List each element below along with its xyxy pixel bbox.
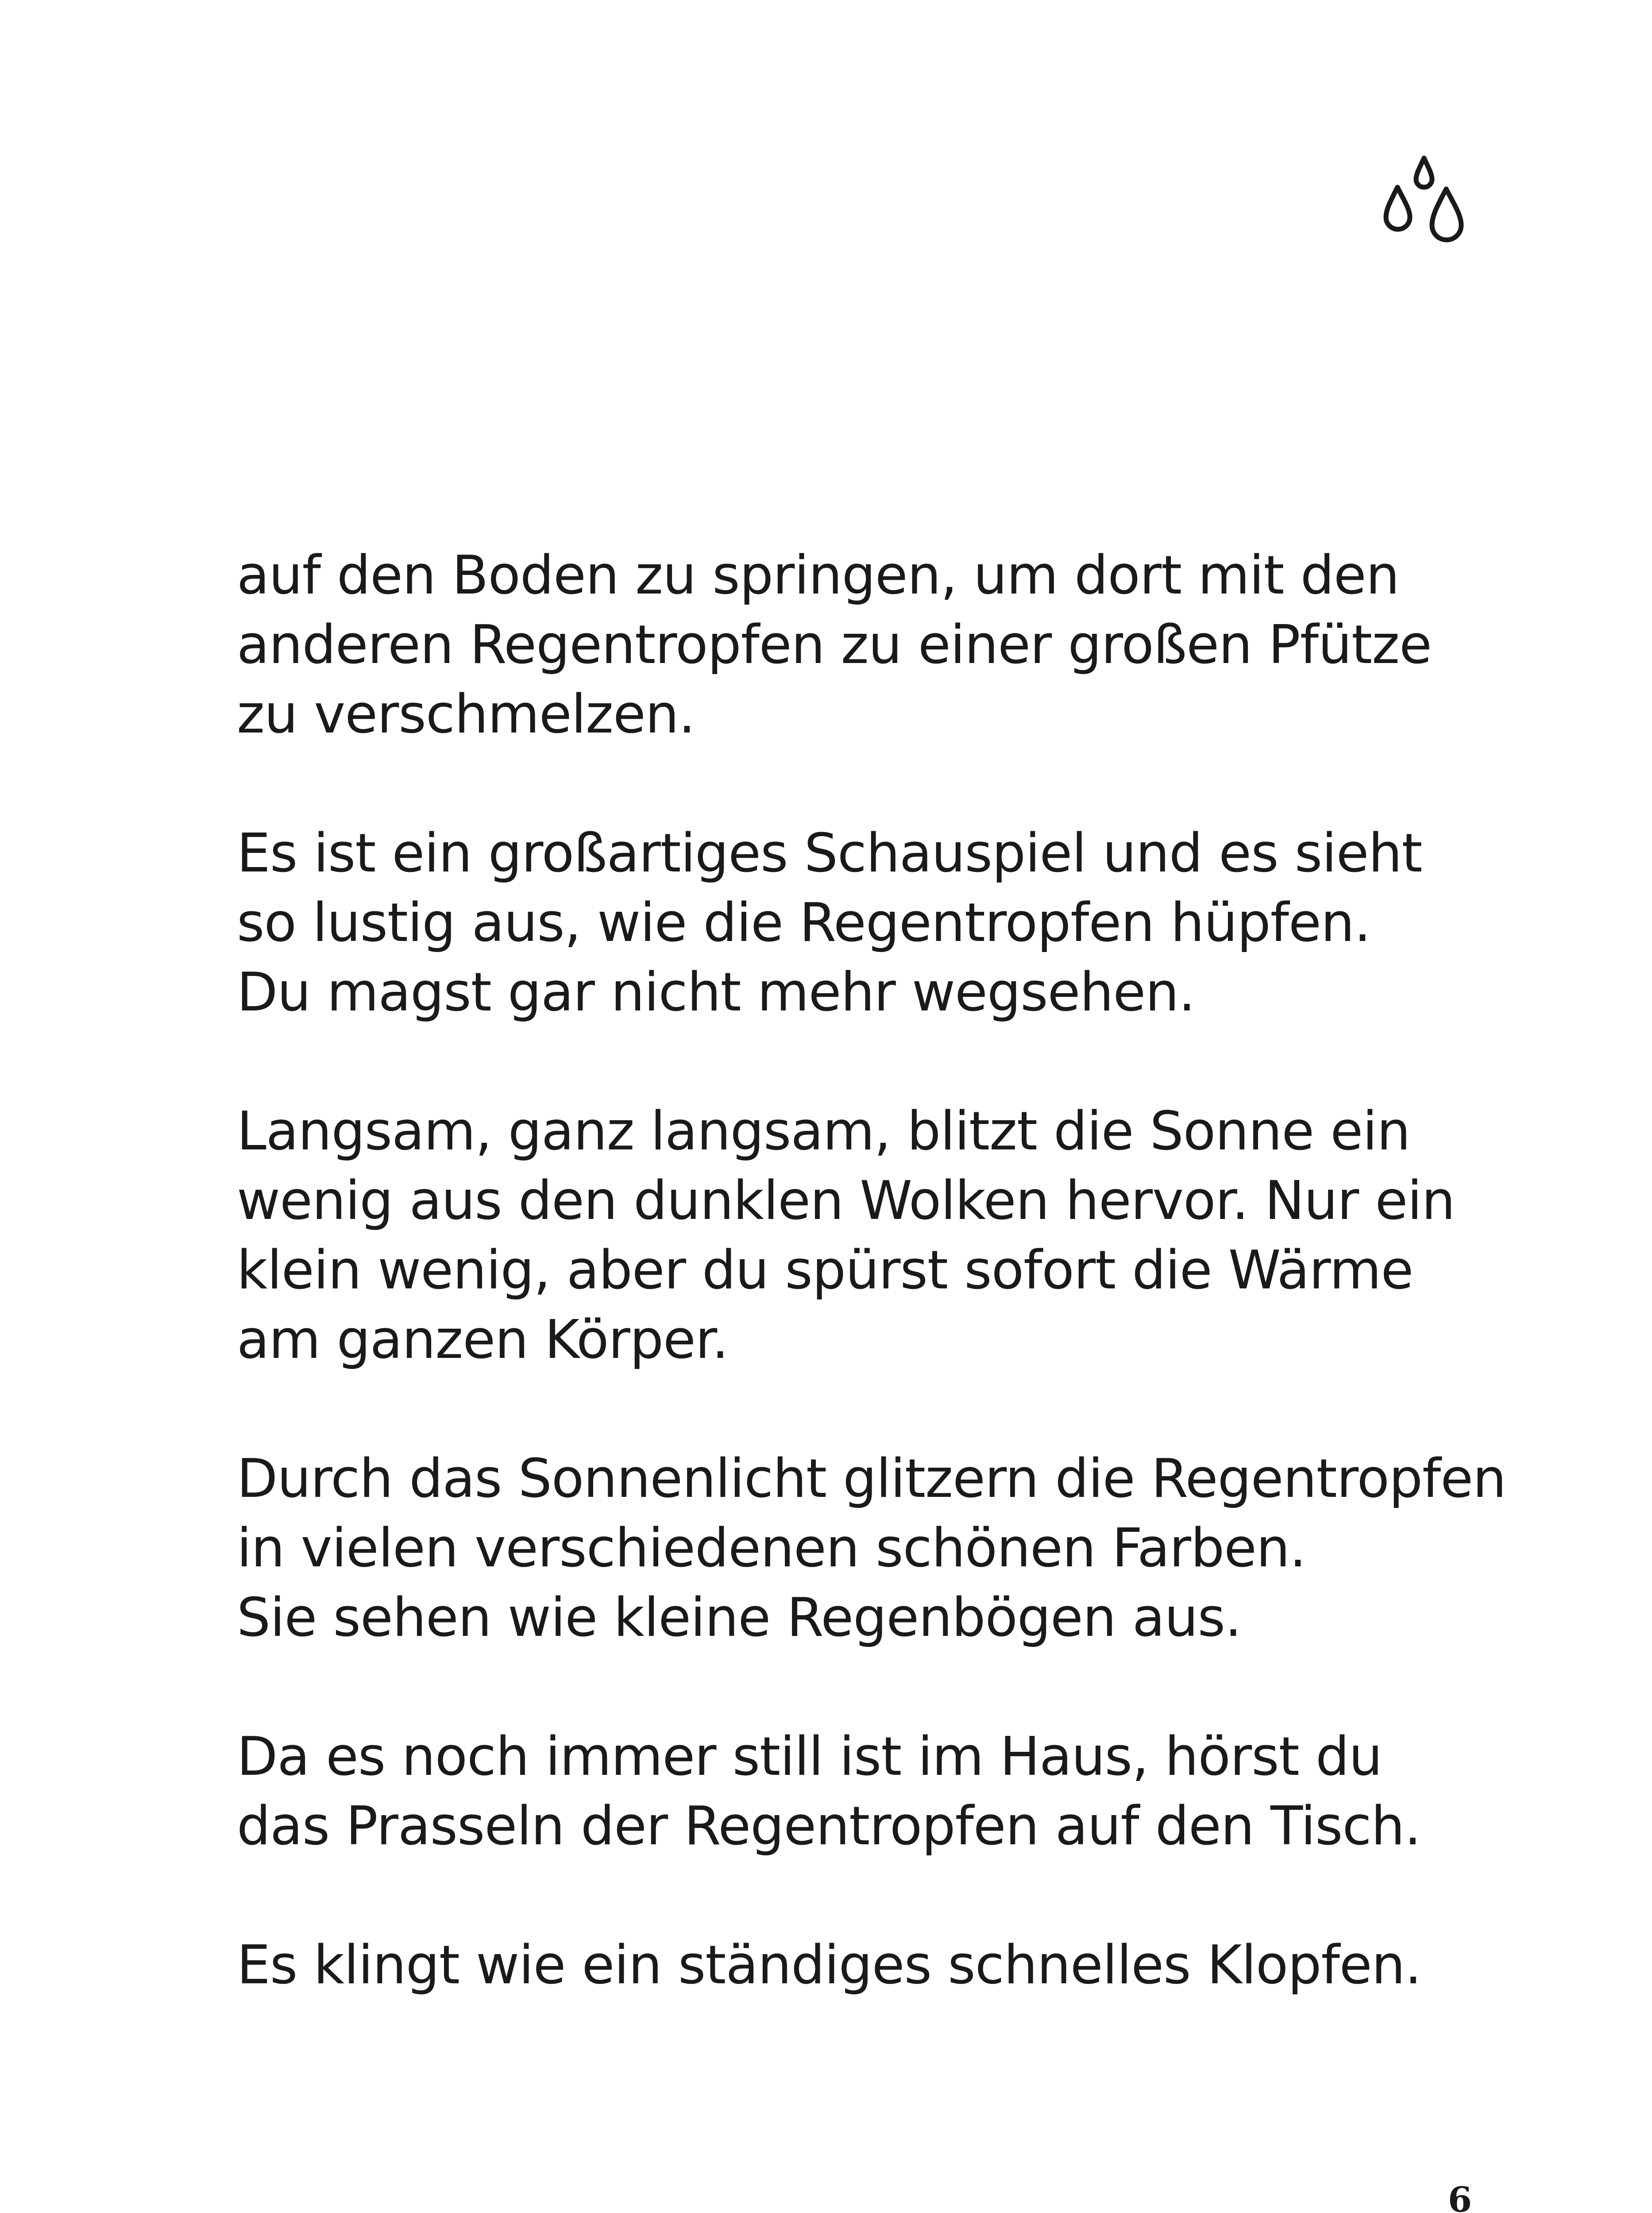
paragraph [237,1722,1498,1861]
text-line: zu verschmelzen. [237,684,695,745]
body-text [237,541,1506,2000]
text-line: klein wenig, aber du spürst sofort die Wärme [237,1240,1413,1301]
text-line: anderen Regentropfen zu einer großen Pfütze [237,614,1432,676]
paragraph-gap [237,749,1498,819]
text-line: so lustig aus, wie die Regentropfen hüpfen. [237,892,1371,954]
paragraph [237,1931,1498,2000]
text-line: Sie sehen wie kleine Regenbögen aus. [237,1587,1242,1649]
text-line: Es ist ein großartiges Schauspiel und es sieht [237,823,1422,884]
text-line: das Prasseln der Regentropfen auf den Tisch. [237,1796,1421,1857]
paragraph [237,819,1498,1027]
paragraph [237,1444,1506,1653]
text-line: Es klingt wie ein ständiges schnelles Klopfen. [237,1935,1421,1996]
text-line: Durch das Sonnenlicht glitzern die Regentropfen [237,1448,1506,1510]
rain-drops-icon [1379,153,1472,252]
text-line: wenig aus den dunklen Wolken hervor. Nur ein [237,1170,1455,1232]
page-number: 6 [1447,2180,1472,2213]
paragraph [237,1097,1498,1375]
paragraph-gap [237,1861,1498,1931]
text-line: auf den Boden zu springen, um dort mit den [237,545,1399,606]
paragraph-gap [237,1375,1498,1444]
text-line: Da es noch immer still ist im Haus, hörst du [237,1726,1382,1788]
text-line: Du magst gar nicht mehr wegsehen. [237,962,1195,1023]
paragraph-gap [237,1027,1498,1097]
text-line: in vielen verschiedenen schönen Farben. [237,1518,1306,1579]
paragraph [237,541,1498,749]
text-line: am ganzen Körper. [237,1309,729,1371]
text-line: Langsam, ganz langsam, blitzt die Sonne ein [237,1101,1410,1162]
paragraph-gap [237,1653,1498,1722]
